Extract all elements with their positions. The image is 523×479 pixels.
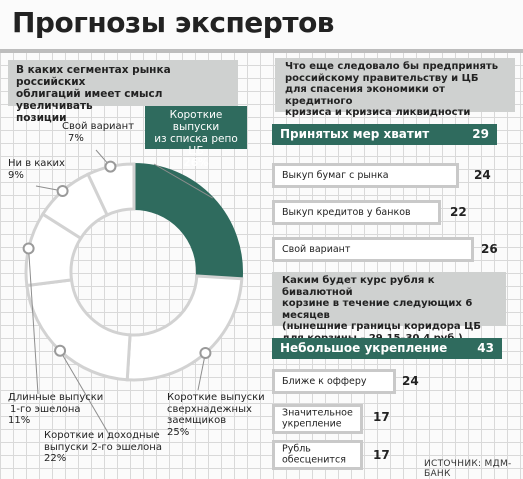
- label-repo-line1: Короткие выпуски: [169, 109, 223, 133]
- bar-closer-offer: [272, 369, 396, 394]
- bar-buy-securities-label: Выкуп бумаг с рынка: [282, 169, 389, 181]
- connector-dot-long: [24, 243, 34, 253]
- question-measures-line3: для спасения экономики от кредитного: [285, 84, 445, 107]
- bar-buy-securities-value: 24: [474, 168, 491, 182]
- bar-buy-securities: [272, 163, 459, 188]
- bar-depreciates-value: 17: [373, 448, 390, 462]
- bar-depreciates-label-line2: обесценится: [282, 454, 346, 465]
- question-ruble-line1: Каким будет курс рубля к бивалютной: [282, 275, 435, 298]
- question-bonds-line3: позиции: [16, 112, 67, 124]
- label-second-line1: Короткие и доходные: [44, 430, 160, 441]
- label-reliable-line3: заемщиков: [167, 415, 227, 426]
- source-note: ИСТОЧНИК: МДМ-БАНК: [424, 459, 512, 479]
- bar-significant-label: [282, 409, 353, 430]
- label-long-line1: Длинные выпуски: [8, 392, 104, 403]
- pie-slice-reliable: [127, 276, 242, 380]
- bar-significant-label-line2: укрепление: [282, 418, 342, 429]
- label-second-line2: выпуски 2-го эшелона: [44, 441, 162, 453]
- bar-own-option: [272, 237, 474, 262]
- label-reliable-pct: 25%: [167, 426, 190, 438]
- question-bonds-line1: В каких сегментах рынка российских: [16, 64, 171, 88]
- label-second-pct: 22%: [44, 453, 67, 464]
- question-measures: [275, 58, 515, 118]
- label-none: [8, 158, 65, 181]
- bar-buy-loans: [272, 200, 441, 225]
- bar-enough-measures: [272, 124, 497, 145]
- bar-own-option-value: 26: [481, 242, 498, 256]
- bar-closer-offer-value: 24: [402, 374, 419, 388]
- bar-enough-value: 29: [472, 127, 489, 141]
- page-title: Прогнозы экспертов: [12, 6, 335, 39]
- callout-repo: [145, 106, 247, 169]
- label-long: [8, 392, 103, 427]
- label-reliable: [167, 392, 265, 438]
- pie-slice-second: [27, 280, 130, 380]
- bar-enough-label: Принятых мер хватит: [280, 127, 430, 141]
- connector-dot-reliable: [200, 348, 210, 358]
- label-reliable-line1: Короткие выпуски: [167, 392, 265, 403]
- bar-buy-loans-label: Выкуп кредитов у банков: [282, 206, 411, 218]
- bar-closer-offer-label: Ближе к офферу: [282, 375, 367, 387]
- label-none-line1: Ни в каких: [8, 158, 65, 169]
- label-reliable-line2: сверхнадежных: [167, 403, 252, 415]
- connector-dot-none: [58, 186, 68, 196]
- question-measures-line4: кризиса и кризиса ликвидности: [285, 107, 471, 118]
- connector-dot-own: [105, 162, 115, 172]
- bar-depreciates-label: [282, 445, 346, 466]
- question-ruble-line3: (нынешние границы коридора ЦБ: [282, 321, 482, 332]
- bar-ruble-depreciates: [272, 440, 363, 470]
- label-long-line2: 1-го эшелона: [10, 403, 81, 415]
- label-none-pct: 9%: [8, 169, 24, 181]
- bar-significant-label-line1: Значительное: [282, 407, 353, 419]
- bar-buy-loans-value: 22: [450, 205, 467, 219]
- connector-dot-second: [55, 346, 65, 356]
- bar-significant-strengthening: [272, 404, 363, 434]
- bar-significant-value: 17: [373, 410, 390, 424]
- bar-own-option-label: Свой вариант: [282, 243, 351, 255]
- pie-slice-repo: [134, 164, 242, 279]
- question-ruble: [272, 272, 506, 332]
- label-repo-line2: из списка репо ЦБ: [154, 133, 238, 157]
- label-second: [44, 430, 162, 465]
- bar-slight-strengthening: [272, 338, 502, 359]
- question-bonds-line2: облигаций имеет смысл увеличивать: [16, 88, 163, 112]
- question-ruble-line2: корзине в течение следующих 6 месяцев: [282, 298, 473, 321]
- bar-slight-value: 43: [477, 341, 494, 355]
- question-measures-line1: Что еще следовало бы предпринять: [285, 61, 499, 72]
- label-own: [62, 121, 134, 144]
- label-own-line1: Свой вариант: [62, 121, 135, 132]
- question-measures-line2: российскому правительству и ЦБ: [285, 72, 479, 84]
- label-repo-pct: 26%: [183, 157, 209, 169]
- label-long-pct: 11%: [8, 415, 31, 426]
- bar-slight-label: Небольшое укрепление: [280, 341, 448, 355]
- label-own-pct: 7%: [68, 132, 84, 144]
- bar-depreciates-label-line1: Рубль: [282, 443, 311, 455]
